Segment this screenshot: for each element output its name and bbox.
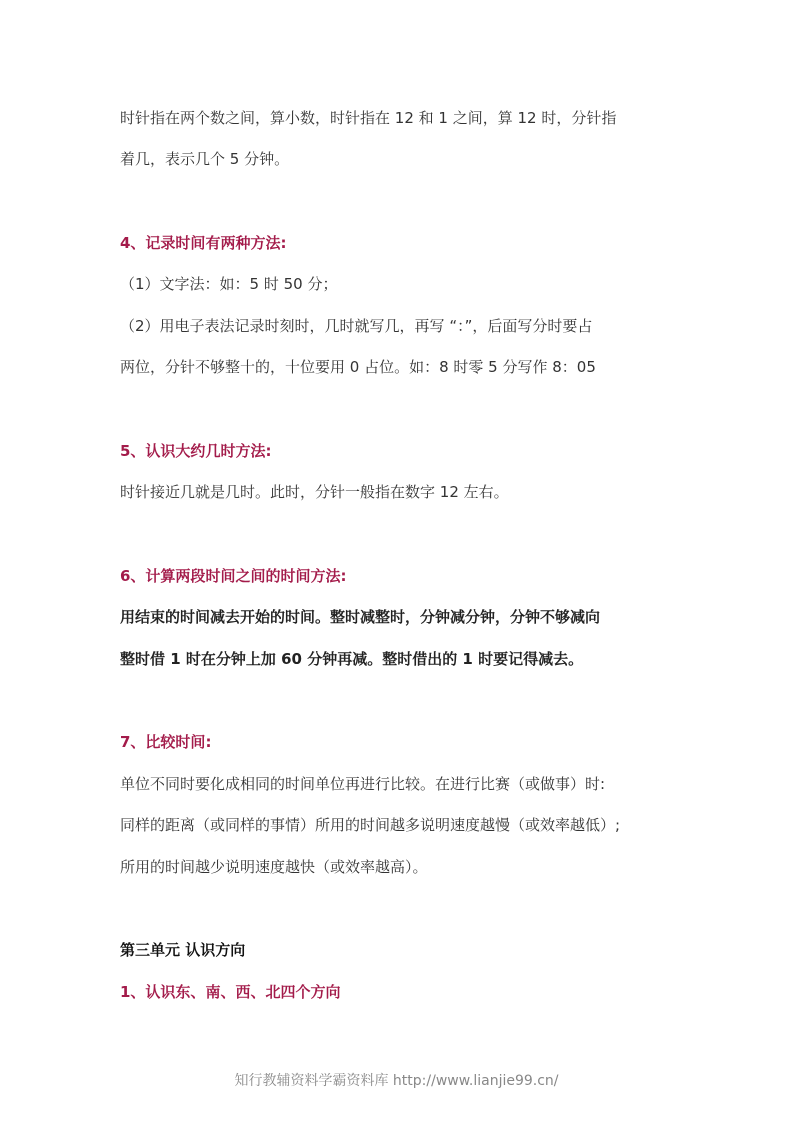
- unit-3-heading-1: 1、认识东、南、西、北四个方向: [120, 983, 341, 1001]
- heading-5: 5、认识大约几时方法:: [120, 442, 272, 460]
- hands-rule-line-1: 时针指在两个数之间，算小数，时针指在 12 和 1 之间，算 12 时，分针指: [120, 109, 617, 127]
- method-7-line-2: 同样的距离（或同样的事情）所用的时间越多说明速度越慢（或效率越低）;: [120, 816, 621, 834]
- method-4-2-line-2: 两位，分针不够整十的，十位要用 0 占位。如：8 时零 5 分写作 8：05: [120, 358, 596, 376]
- method-6-line-1: 用结束的时间减去开始的时间。整时减整时，分钟减分钟，分钟不够减向: [120, 608, 601, 626]
- hands-rule-line-2: 着几，表示几个 5 分钟。: [120, 150, 290, 168]
- unit-3-title: 第三单元 认识方向: [120, 941, 246, 959]
- footer-text: 知行教辅资料学霸资料库 http://www.lianjie99.cn/: [234, 1073, 559, 1089]
- heading-6: 6、计算两段时间之间的时间方法:: [120, 567, 347, 585]
- method-4-1: （1）文字法：如：5 时 50 分；: [120, 275, 338, 293]
- heading-7: 7、比较时间:: [120, 733, 212, 751]
- heading-4: 4、记录时间有两种方法:: [120, 234, 287, 252]
- method-7-line-1: 单位不同时要化成相同的时间单位再进行比较。在进行比赛（或做事）时:: [120, 775, 606, 793]
- method-7-line-3: 所用的时间越少说明速度越快（或效率越高）。: [120, 858, 428, 876]
- method-5: 时针接近几就是几时。此时，分针一般指在数字 12 左右。: [120, 483, 509, 501]
- method-4-2-line-1: （2）用电子表法记录时刻时，几时就写几，再写 “：”，后面写分时要占: [120, 317, 593, 335]
- method-6-line-2: 整时借 1 时在分钟上加 60 分钟再减。整时借出的 1 时要记得减去。: [120, 650, 584, 668]
